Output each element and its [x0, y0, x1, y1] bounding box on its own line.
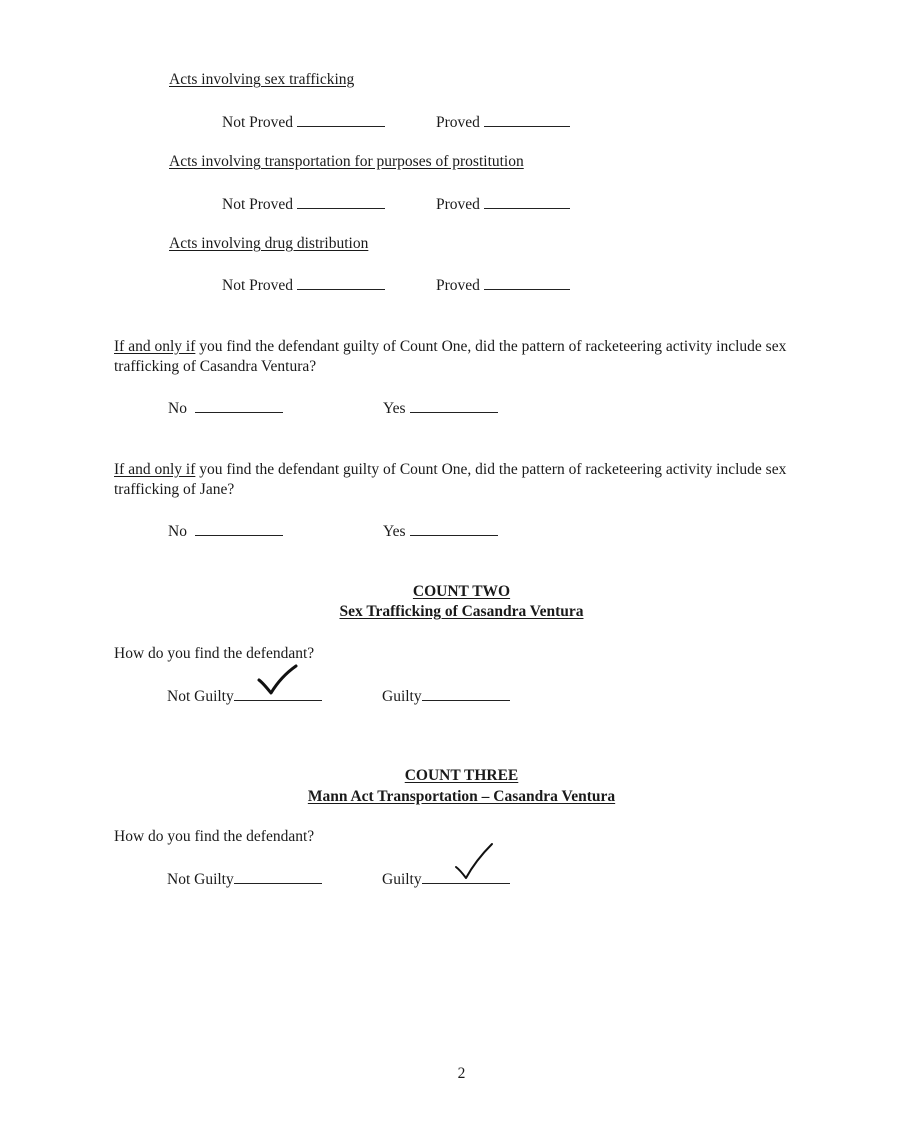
question-casandra-ventura — [114, 337, 814, 377]
not-guilty-label: Not Guilty — [167, 688, 234, 705]
yes-label: Yes — [383, 400, 406, 417]
count-two-guilty — [382, 686, 510, 706]
question-lead: If and only if — [114, 461, 196, 478]
guilty-label: Guilty — [382, 871, 422, 888]
not-guilty-label: Not Guilty — [167, 871, 234, 888]
count-two-prompt: How do you find the defendant? — [114, 645, 315, 662]
question-2-no — [168, 521, 283, 541]
act-row-3-proved — [436, 275, 570, 295]
question-jane — [114, 460, 814, 500]
count-two-subtitle: Sex Trafficking of Casandra Ventura — [339, 603, 584, 620]
proved-blank[interactable] — [484, 112, 570, 127]
proved-label: Proved — [436, 196, 480, 213]
proved-label: Proved — [436, 277, 480, 294]
question-text: you find the defendant guilty of Count One, did the pattern of racketeering activity include sex trafficking of Casandra Ventura? — [114, 338, 787, 375]
not-guilty-blank[interactable] — [234, 869, 322, 884]
no-blank[interactable] — [195, 521, 283, 536]
question-text: you find the defendant guilty of Count One, did the pattern of racketeering activity include sex trafficking of Jane? — [114, 461, 787, 498]
act-label-drug-distribution: Acts involving drug distribution — [169, 235, 369, 252]
yes-label: Yes — [383, 523, 406, 540]
count-three-subtitle: Mann Act Transportation – Casandra Ventura — [307, 788, 616, 805]
act-label-sex-trafficking: Acts involving sex trafficking — [169, 71, 355, 88]
count-three-not-guilty — [167, 869, 322, 889]
yes-blank[interactable] — [410, 521, 498, 536]
guilty-blank[interactable] — [422, 686, 510, 701]
act-row-2 — [222, 194, 385, 214]
act-row-3 — [222, 275, 385, 295]
proved-blank[interactable] — [484, 194, 570, 209]
not-proved-blank[interactable] — [297, 194, 385, 209]
not-proved-label: Not Proved — [222, 114, 294, 131]
proved-label: Proved — [436, 114, 480, 131]
count-three-prompt: How do you find the defendant? — [114, 828, 315, 845]
not-proved-blank[interactable] — [297, 112, 385, 127]
yes-blank[interactable] — [410, 398, 498, 413]
guilty-label: Guilty — [382, 688, 422, 705]
question-2-yes — [383, 521, 498, 541]
count-three-guilty — [382, 869, 510, 889]
question-1-yes — [383, 398, 498, 418]
not-proved-label: Not Proved — [222, 196, 294, 213]
question-lead: If and only if — [114, 338, 196, 355]
no-label: No — [168, 400, 187, 417]
count-three-title: COUNT THREE — [404, 767, 519, 784]
not-guilty-blank[interactable] — [234, 686, 322, 701]
not-proved-label: Not Proved — [222, 277, 294, 294]
act-row-2-proved — [436, 194, 570, 214]
count-two-title: COUNT TWO — [412, 583, 511, 600]
proved-blank[interactable] — [484, 275, 570, 290]
no-blank[interactable] — [195, 398, 283, 413]
not-proved-blank[interactable] — [297, 275, 385, 290]
guilty-blank[interactable] — [422, 869, 510, 884]
act-row-1-proved — [436, 112, 570, 132]
act-label-transportation: Acts involving transportation for purposes of prostitution — [169, 153, 524, 170]
question-1-no — [168, 398, 283, 418]
page-number: 2 — [457, 1065, 466, 1082]
count-two-not-guilty — [167, 686, 322, 706]
no-label: No — [168, 523, 187, 540]
act-row-1 — [222, 112, 385, 132]
